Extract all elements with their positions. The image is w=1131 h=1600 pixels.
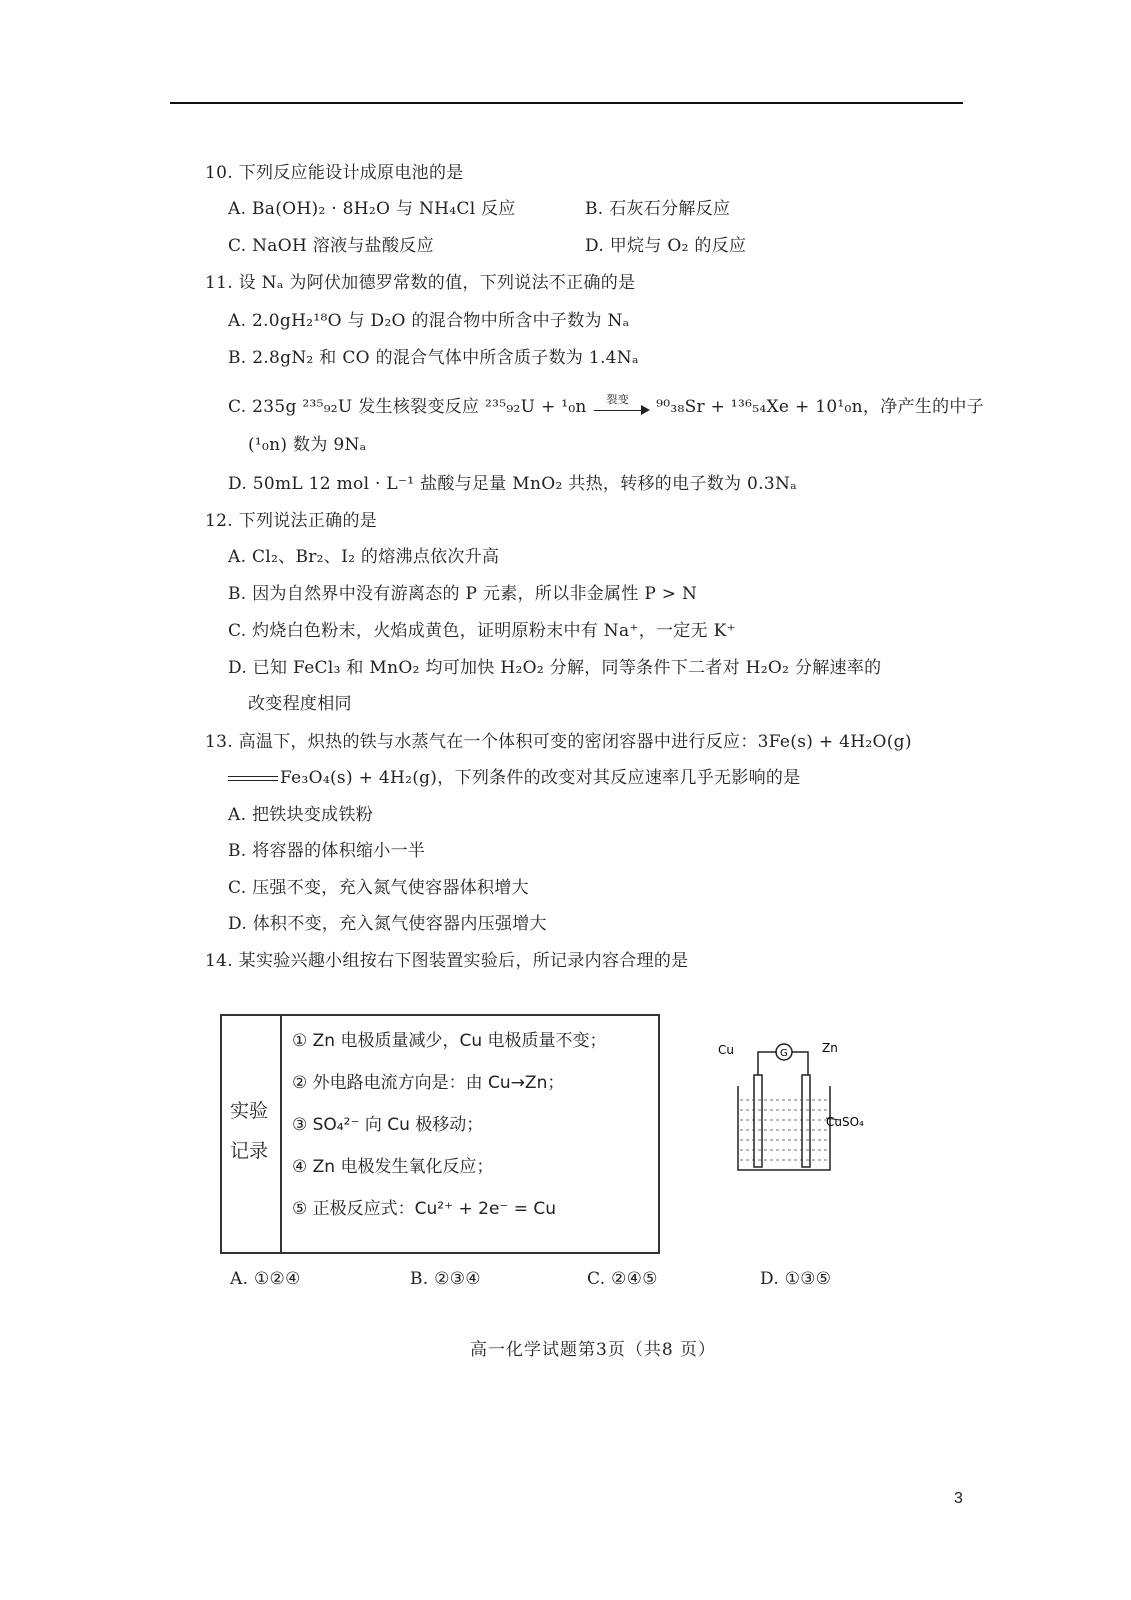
galvanic-cell-diagram [718, 1030, 892, 1210]
q10-option-a: A. Ba(OH)₂ · 8H₂O 与 NH₄Cl 反应 [228, 199, 516, 219]
fission-arrow-label: 裂变 [606, 392, 630, 406]
cu-label: Cu [718, 1043, 734, 1057]
q10-option-c: C. NaOH 溶液与盐酸反应 [228, 236, 434, 256]
q12-option-b: B. 因为自然界中没有游离态的 P 元素，所以非金属性 P > N [228, 584, 698, 604]
record-header-1: 实验 [230, 1100, 269, 1122]
cu-electrode [754, 1075, 762, 1167]
q11-option-c-part2: ⁹⁰₃₈Sr + ¹³⁶₅₄Xe + 10¹₀n，净产生的中子 [656, 397, 985, 417]
record-item-1: ① Zn 电极质量减少，Cu 电极质量不变； [292, 1031, 607, 1051]
q11-option-c-part1: C. 235g ²³⁵₉₂U 发生核裂变反应 ²³⁵₉₂U + ¹₀n [228, 397, 587, 417]
zn-label: Zn [822, 1041, 838, 1055]
left-wire [758, 1052, 777, 1075]
q10-option-d: D. 甲烷与 O₂ 的反应 [585, 236, 747, 256]
record-header-2: 记录 [230, 1140, 269, 1162]
q11-option-a: A. 2.0gH₂¹⁸O 与 D₂O 的混合物中所含中子数为 Nₐ [228, 311, 630, 331]
record-header-column [222, 1016, 282, 1252]
q10-stem: 10. 下列反应能设计成原电池的是 [205, 163, 464, 183]
page-number: 3 [954, 1490, 963, 1507]
header-rule [170, 102, 963, 104]
q13-option-b: B. 将容器的体积缩小一半 [228, 841, 426, 861]
right-wire [792, 1052, 808, 1075]
q12-stem: 12. 下列说法正确的是 [205, 511, 378, 531]
q10-option-b: B. 石灰石分解反应 [585, 199, 731, 219]
q14-stem: 14. 某实验兴趣小组按右下图装置实验后，所记录内容合理的是 [205, 951, 689, 971]
experiment-record-table [220, 1014, 660, 1254]
record-item-5: ⑤ 正极反应式：Cu²⁺ + 2e⁻ = Cu [292, 1199, 557, 1219]
q14-option-d: D. ①③⑤ [760, 1269, 832, 1289]
page-footer: 高一化学试题第3页（共8 页） [470, 1340, 717, 1360]
q14-option-a: A. ①②④ [230, 1269, 301, 1289]
q13-stem-cont-text: Fe₃O₄(s) + 4H₂(g)，下列条件的改变对其反应速率几乎无影响的是 [280, 768, 801, 788]
q14-option-c: C. ②④⑤ [587, 1269, 658, 1289]
q12-option-d: D. 已知 FeCl₃ 和 MnO₂ 均可加快 H₂O₂ 分解，同等条件下二者对 H₂O₂ 分解速率的 [228, 658, 882, 678]
zn-electrode [802, 1075, 810, 1167]
q11-option-d: D. 50mL 12 mol · L⁻¹ 盐酸与足量 MnO₂ 共热，转移的电子数为 0.3Nₐ [228, 474, 797, 494]
beaker-outline [738, 1086, 830, 1170]
q12-option-a: A. Cl₂、Br₂、I₂ 的熔沸点依次升高 [228, 547, 500, 567]
q11-stem: 11. 设 Nₐ 为阿伏加德罗常数的值，下列说法不正确的是 [205, 273, 636, 293]
q12-option-d-cont: 改变程度相同 [248, 694, 352, 714]
fission-arrow [592, 392, 650, 419]
q13-option-a: A. 把铁块变成铁粉 [228, 805, 374, 825]
solution-label: CuSO₄ [826, 1115, 864, 1129]
q11-option-b: B. 2.8gN₂ 和 CO 的混合气体中所含质子数为 1.4Nₐ [228, 348, 639, 368]
record-item-3: ③ SO₄²⁻ 向 Cu 极移动； [292, 1115, 484, 1135]
record-item-4: ④ Zn 电极发生氧化反应； [292, 1157, 494, 1177]
q13-option-c: C. 压强不变，充入氮气使容器体积增大 [228, 878, 529, 898]
q13-stem: 13. 高温下，炽热的铁与水蒸气在一个体积可变的密闭容器中进行反应：3Fe(s) + 4H₂O(g) [205, 732, 912, 752]
equilibrium-sign [228, 776, 278, 781]
q13-stem-cont [228, 767, 801, 789]
galvanometer-label: G [780, 1048, 788, 1059]
q14-option-b: B. ②③④ [410, 1269, 481, 1289]
q13-option-d: D. 体积不变，充入氮气使容器内压强增大 [228, 914, 547, 934]
q11-option-c [228, 392, 985, 419]
q12-option-c: C. 灼烧白色粉末，火焰成黄色，证明原粉末中有 Na⁺，一定无 K⁺ [228, 621, 736, 641]
q11-option-c-cont: (¹₀n) 数为 9Nₐ [248, 435, 367, 455]
record-item-2: ② 外电路电流方向是：由 Cu→Zn； [292, 1073, 565, 1093]
